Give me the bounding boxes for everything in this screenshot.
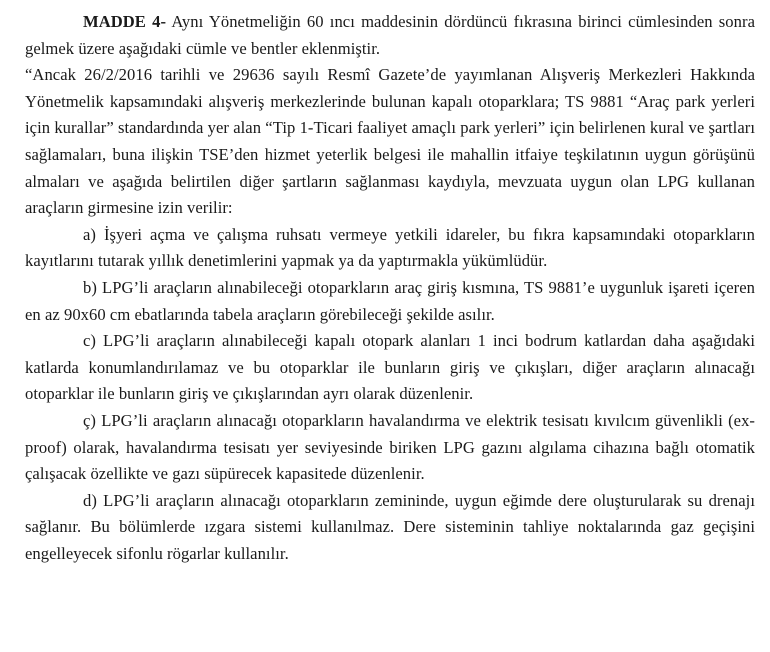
list-item-c-cedilla: ç) LPG’li araçların alınacağı otoparkların havalandırma ve elektrik tesisatı kıvılcım güvenlikli (ex-proof) olarak, havalandırma tesisatı yer seviyesinde biriken LPG gazını algılama cihazına bağlı otomatik çalışacak özellikte ve gazı süpürecek kapasitede düzenlenir.	[25, 410, 755, 484]
article-intro-text: Aynı Yönetmeliğin 60 ıncı maddesinin dördüncü fıkrasına birinci cümlesinden sonra gelmek üzere aşağıdaki cümle ve bentler eklenmiştir.	[25, 12, 755, 58]
list-item-d: d) LPG’li araçların alınacağı otoparkların zemininde, uygun eğimde dere oluşturularak su drenajı sağlanır. Bu bölümlerde ızgara sistemi kullanılmaz. Dere sisteminin tahliye noktalarında gaz geçişini engelleyecek sifonlu rögarlar kullanılır.	[25, 490, 755, 563]
list-item-a: a) İşyeri açma ve çalışma ruhsatı vermeye yetkili idareler, bu fıkra kapsamındaki otoparkların kayıtlarını tutarak yıllık denetimlerini yapmak ya da yaptırmakla yükümlüdür.	[25, 224, 755, 271]
list-item-c: c) LPG’li araçların alınabileceği kapalı otopark alanları 1 inci bodrum katlardan daha aşağıdaki katlarda konumlandırılamaz ve bu otoparklar ile bunların giriş ve çıkışları, diğer araçların alınacağı otoparklar ile bunların giriş ve çıkışlarından ayrı olarak düzenlenir.	[25, 331, 755, 404]
legal-document	[25, 9, 755, 567]
list-item-b: b) LPG’li araçların alınabileceği otoparkların araç giriş kısmına, TS 9881’e uygunluk işareti içeren en az 90x60 cm ebatlarında tabela araçların görebileceği şekilde asılır.	[25, 277, 755, 324]
article-intro-paragraph	[25, 9, 755, 62]
quoted-provision-paragraph: “Ancak 26/2/2016 tarihli ve 29636 sayılı Resmî Gazete’de yayımlanan Alışveriş Merkezleri Hakkında Yönetmelik kapsamındaki alışveriş merkezlerinde bulunan kapalı otoparklara; TS 9881 “Araç park yerleri için kurallar” standardında yer alan “Tip 1-Ticari faaliyet amaçlı park yerleri” için belirlenen kural ve şartları sağlamaları, buna ilişkin TSE’den hizmet yeterlik belgesi ile mahallin itfaiye teşkilatının uygun görüşünü almaları ve aşağıda belirtilen diğer şartların sağlanması kaydıyla, mevzuata uygun olan LPG kullanan araçların girmesine izin verilir:	[25, 65, 755, 218]
article-heading: MADDE 4-	[83, 12, 167, 31]
